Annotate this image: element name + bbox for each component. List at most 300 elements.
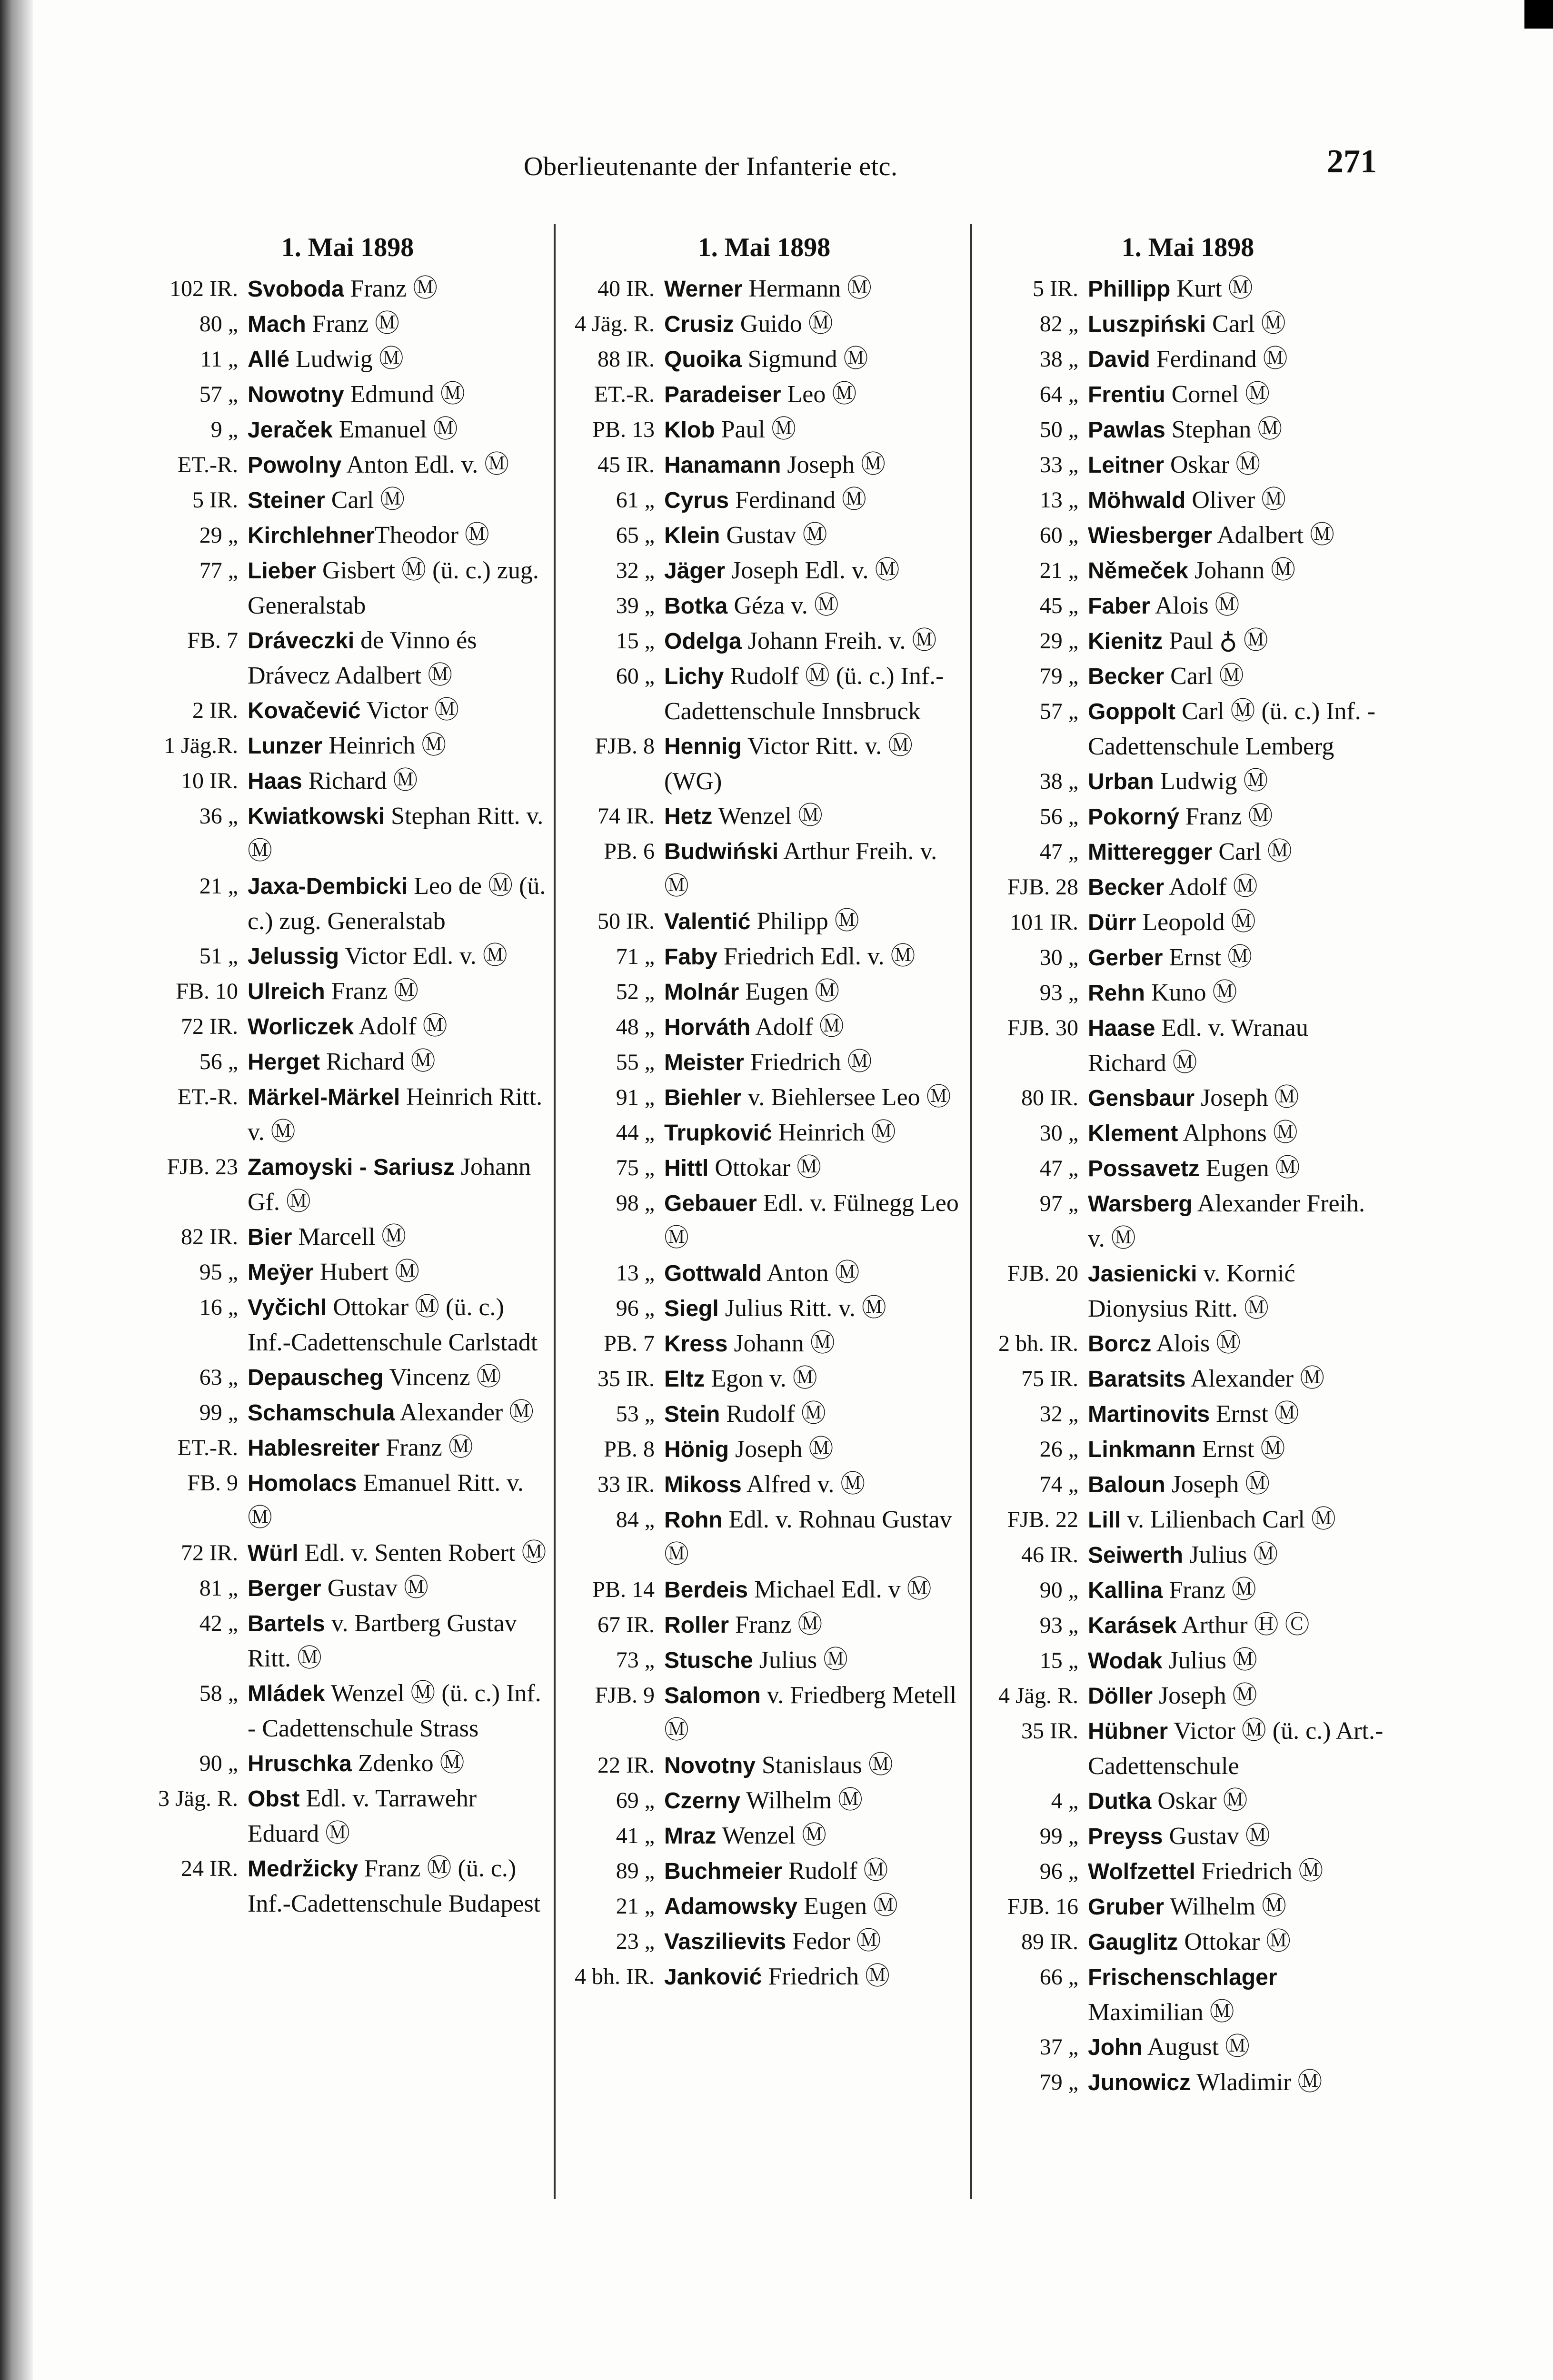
surname: Baratsits <box>1088 1367 1186 1392</box>
given-name-and-notes: Wladimir Ⓜ <box>1191 2069 1323 2096</box>
given-name-and-notes: Carl Ⓜ <box>325 486 405 514</box>
column-heading: 1. Mai 1898 <box>1121 233 1254 262</box>
roster-entry <box>988 377 1388 412</box>
regiment-ref: PB. 6 <box>604 839 655 864</box>
roster-entry <box>564 1502 964 1572</box>
roster-entry <box>988 1502 1388 1537</box>
given-name-and-notes: Franz Ⓜ <box>306 310 400 337</box>
given-name-and-notes: Maximilian Ⓜ <box>1088 1999 1234 2026</box>
roster-entry <box>564 1397 964 1432</box>
entry-text <box>248 1220 548 1255</box>
given-name-and-notes: Joseph Ⓜ <box>1195 1084 1299 1111</box>
surname: Zamoyski - Sariusz <box>248 1155 455 1180</box>
surname: Berdeis <box>664 1577 748 1603</box>
given-name-and-notes: Johann Freih. v. Ⓜ <box>741 627 937 654</box>
regiment-ref: 90 „ <box>1039 1577 1078 1603</box>
roster-entry <box>564 588 964 624</box>
roster-entry <box>564 342 964 377</box>
given-name-and-notes: Joseph Ⓜ <box>1165 1471 1270 1498</box>
surname: Döller <box>1088 1684 1153 1709</box>
roster-entry <box>564 904 964 939</box>
regiment-ref: 45 „ <box>1039 593 1078 618</box>
surname: Wodak <box>1088 1648 1163 1674</box>
surname: Hablesreiter <box>248 1436 380 1461</box>
given-name-and-notes: v. Friedberg Metell Ⓜ <box>664 1682 957 1744</box>
given-name-and-notes: Arthur Freih. v. Ⓜ <box>664 838 937 900</box>
entry-text <box>664 1361 964 1397</box>
scan-corner <box>1524 0 1553 29</box>
surname: Mitteregger <box>1088 840 1213 865</box>
roster-entry <box>988 905 1388 940</box>
entry-text <box>664 1186 964 1256</box>
roster-entry <box>564 1291 964 1326</box>
regiment-ref: PB. 14 <box>592 1577 655 1602</box>
regiment-ref: FJB. 28 <box>1007 874 1078 900</box>
entry-text <box>664 1643 964 1678</box>
entry-text <box>664 799 964 834</box>
surname: Jasienicki <box>1088 1261 1197 1287</box>
regiment-ref: 56 „ <box>1039 804 1078 829</box>
entry-text <box>248 1150 548 1220</box>
roster-entry <box>564 1643 964 1678</box>
surname: Seiwerth <box>1088 1543 1184 1568</box>
regiment-ref: 44 „ <box>616 1120 655 1145</box>
roster-entry <box>988 1116 1388 1151</box>
given-name-and-notes: Carl Ⓜ <box>1164 663 1244 690</box>
given-name-and-notes: Wilhelm Ⓜ <box>740 1787 863 1814</box>
regiment-ref: 77 „ <box>199 558 238 583</box>
roster-entry <box>148 447 548 483</box>
running-head: Oberlieutenante der Infanterie etc. <box>524 152 898 181</box>
roster-entry <box>564 447 964 483</box>
given-name-and-notes: Ernst Ⓜ <box>1195 1436 1285 1463</box>
regiment-ref: PB. 8 <box>604 1437 655 1462</box>
surname: Leitner <box>1088 453 1165 478</box>
regiment-ref: 50 „ <box>1039 417 1078 442</box>
given-name-and-notes: Wenzel Ⓜ <box>712 803 823 830</box>
roster-entry <box>564 834 964 904</box>
regiment-ref: 5 IR. <box>1033 276 1078 301</box>
given-name-and-notes: Friedrich Edl. v. Ⓜ <box>717 943 916 970</box>
given-name-and-notes: Cornel Ⓜ <box>1165 381 1270 408</box>
roster-entry <box>148 271 548 307</box>
entry-text <box>664 974 964 1010</box>
entry-text <box>664 1889 964 1924</box>
given-name-and-notes: Eugen Ⓜ <box>1199 1155 1300 1182</box>
surname: Goppolt <box>1088 699 1175 724</box>
roster-entry <box>988 412 1388 447</box>
entry-text <box>1088 1537 1388 1573</box>
page-number: 271 <box>1327 143 1377 180</box>
entry-text <box>248 377 548 412</box>
surname: Worliczek <box>248 1014 354 1040</box>
roster-entry <box>988 1854 1388 1889</box>
surname: Biehler <box>664 1085 742 1111</box>
entry-text <box>248 307 548 342</box>
entry-text <box>1088 1678 1388 1714</box>
regiment-ref: 33 IR. <box>597 1472 655 1497</box>
given-name-and-notes: Johann Ⓜ <box>1188 557 1296 584</box>
surname: Kirchlehner <box>248 523 375 548</box>
regiment-ref: 69 „ <box>616 1788 655 1813</box>
roster-entry <box>988 1819 1388 1854</box>
regiment-ref: 79 „ <box>1039 2070 1078 2095</box>
roster-entry <box>988 1714 1388 1784</box>
entry-text <box>248 1536 548 1571</box>
regiment-ref: 96 „ <box>1039 1859 1078 1884</box>
surname: Mraz <box>664 1824 717 1849</box>
entry-text <box>1088 1186 1388 1256</box>
regiment-ref: 4 Jäg. R. <box>998 1683 1078 1708</box>
given-name-and-notes: Gustav Ⓜ <box>720 522 827 549</box>
regiment-ref: 1 Jäg.R. <box>164 733 238 758</box>
roster-entry <box>148 1395 548 1430</box>
regiment-ref: 15 „ <box>616 628 655 654</box>
surname: Mach <box>248 312 306 337</box>
surname: Warsberg <box>1088 1191 1193 1217</box>
roster-entry <box>988 1256 1388 1326</box>
entry-text <box>664 412 964 447</box>
roster-entry <box>988 975 1388 1011</box>
given-name-and-notes: Franz Ⓜ <box>344 275 438 302</box>
surname: Faber <box>1088 594 1150 619</box>
entry-text <box>1088 518 1388 553</box>
column-heading: 1. Mai 1898 <box>281 233 414 262</box>
entry-text <box>664 307 964 342</box>
given-name-and-notes: Julius Ritt. v. Ⓜ <box>718 1295 886 1322</box>
regiment-ref: FJB. 9 <box>595 1683 655 1708</box>
regiment-ref: 21 „ <box>199 873 238 899</box>
given-name-and-notes: Alois Ⓜ <box>1151 1330 1241 1357</box>
regiment-ref: FJB. 20 <box>1007 1261 1078 1286</box>
entry-list <box>988 271 1388 2100</box>
surname: Quoika <box>664 347 742 372</box>
roster-entry <box>148 1536 548 1571</box>
roster-entry <box>988 553 1388 588</box>
entry-text <box>1088 1573 1388 1608</box>
surname: Jäger <box>664 558 726 584</box>
roster-entry <box>564 1010 964 1045</box>
roster-entry <box>148 1150 548 1220</box>
surname: Jelussig <box>248 944 339 969</box>
regiment-ref: 58 „ <box>199 1681 238 1706</box>
surname: Gruber <box>1088 1894 1165 1920</box>
surname: Becker <box>1088 664 1165 689</box>
surname: Jeraček <box>248 417 333 443</box>
column-1 <box>148 224 548 1921</box>
roster-entry <box>148 1220 548 1255</box>
regiment-ref: 82 IR. <box>181 1224 238 1250</box>
regiment-ref: FJB. 22 <box>1007 1507 1078 1532</box>
surname: Jaxa-Dembicki <box>248 874 408 899</box>
regiment-ref: 37 „ <box>1039 2034 1078 2060</box>
roster-entry <box>988 1678 1388 1714</box>
given-name-and-notes: Carl Ⓜ <box>1212 838 1292 865</box>
entry-text <box>1088 975 1388 1011</box>
surname: Möhwald <box>1088 488 1186 513</box>
regiment-ref: 22 IR. <box>597 1753 655 1778</box>
roster-entry <box>148 1009 548 1044</box>
roster-entry <box>564 1572 964 1607</box>
given-name-and-notes: Ottokar Ⓜ (ü. c.) Inf.-Cadettenschule Carlstadt <box>248 1294 538 1356</box>
entry-text <box>664 904 964 939</box>
regiment-ref: 38 „ <box>1039 769 1078 794</box>
given-name-and-notes: Ferdinand Ⓜ <box>729 486 866 514</box>
given-name-and-notes: Friedrich Ⓜ <box>1195 1858 1324 1885</box>
surname: Adamowsky <box>664 1894 798 1919</box>
roster-entry <box>148 693 548 728</box>
surname: Kallina <box>1088 1578 1163 1603</box>
entry-text <box>1088 1924 1388 1960</box>
column-heading: 1. Mai 1898 <box>697 233 831 262</box>
regiment-ref: 99 „ <box>1039 1824 1078 1849</box>
regiment-ref: 91 „ <box>616 1085 655 1110</box>
entry-text <box>1088 1256 1388 1326</box>
given-name-and-notes: Anton Ⓜ <box>762 1259 860 1287</box>
roster-entry <box>564 553 964 588</box>
roster-entry <box>148 1255 548 1290</box>
regiment-ref: 89 IR. <box>1021 1929 1078 1954</box>
entry-text <box>1088 1714 1388 1784</box>
surname: Rehn <box>1088 981 1145 1006</box>
given-name-and-notes: Oskar Ⓜ <box>1151 1787 1248 1815</box>
surname: Klein <box>664 523 720 548</box>
surname: Eltz <box>664 1367 705 1392</box>
given-name-and-notes: Ferdinand Ⓜ <box>1150 346 1288 373</box>
surname: Dutka <box>1088 1789 1152 1814</box>
given-name-and-notes: v. Kornić Dionysius Ritt. Ⓜ <box>1088 1260 1295 1322</box>
given-name-and-notes: v. Biehlersee Leo Ⓜ <box>741 1084 951 1111</box>
regiment-ref: 47 „ <box>1039 839 1078 864</box>
regiment-ref: 4 „ <box>1051 1788 1078 1814</box>
roster-entry <box>564 1361 964 1397</box>
entry-text <box>248 1466 548 1536</box>
roster-entry <box>988 483 1388 518</box>
regiment-ref: 84 „ <box>616 1507 655 1532</box>
regiment-ref: 13 „ <box>1039 487 1078 513</box>
given-name-and-notes: Friedrich Ⓜ <box>762 1963 890 1990</box>
given-name-and-notes: Paul ♁ Ⓜ <box>1163 627 1268 654</box>
regiment-ref: PB. 7 <box>604 1331 655 1356</box>
given-name-and-notes: Ernst Ⓜ <box>1210 1400 1299 1428</box>
given-name-and-notes: Edl. v. Wranau Richard Ⓜ <box>1088 1014 1308 1077</box>
entry-text <box>1088 1819 1388 1854</box>
surname: Bartels <box>248 1611 325 1636</box>
surname: Lunzer <box>248 734 323 759</box>
given-name-and-notes: Stephan Ⓜ <box>1165 416 1283 443</box>
regiment-ref: 36 „ <box>199 803 238 829</box>
roster-entry <box>148 1676 548 1746</box>
regiment-ref: 21 „ <box>1039 558 1078 583</box>
roster-entry <box>148 1290 548 1360</box>
given-name-and-notes: Rudolf Ⓜ <box>720 1400 826 1428</box>
regiment-ref: 40 IR. <box>597 276 655 301</box>
regiment-ref: 65 „ <box>616 523 655 548</box>
roster-entry <box>564 1326 964 1361</box>
entry-text <box>664 1432 964 1467</box>
given-name-and-notes: Alexander Freih. v. Ⓜ <box>1088 1190 1365 1252</box>
given-name-and-notes: Alphons Ⓜ <box>1178 1120 1298 1147</box>
regiment-ref: 4 Jäg. R. <box>575 311 655 337</box>
surname: Frischenschlager <box>1088 1965 1277 1990</box>
surname: Klement <box>1088 1121 1178 1146</box>
given-name-and-notes: Philipp Ⓜ <box>750 908 859 935</box>
roster-entry <box>564 1783 964 1818</box>
surname: Haas <box>248 769 302 794</box>
entry-text <box>1088 1361 1388 1397</box>
surname: Pawlas <box>1088 417 1165 443</box>
roster-entry <box>988 1784 1388 1819</box>
entry-text <box>248 728 548 764</box>
roster-entry <box>988 2065 1388 2100</box>
entry-text <box>664 588 964 624</box>
entry-text <box>664 1748 964 1783</box>
roster-entry <box>988 307 1388 342</box>
surname: Stein <box>664 1402 720 1427</box>
given-name-and-notes: Alexander Ⓜ <box>395 1399 534 1426</box>
roster-entry <box>988 659 1388 694</box>
given-name-and-notes: Johann Gf. Ⓜ <box>248 1153 531 1216</box>
surname: Janković <box>664 1964 762 1990</box>
roster-entry <box>988 1432 1388 1467</box>
entry-text <box>1088 307 1388 342</box>
given-name-and-notes: Carl Ⓜ (ü. c.) Inf. - Cadettenschule Lemberg <box>1088 698 1376 760</box>
regiment-ref: 2 IR. <box>192 698 238 723</box>
roster-entry <box>988 1960 1388 2030</box>
roster-entry <box>988 624 1388 659</box>
surname: Würl <box>248 1541 299 1566</box>
roster-entry <box>988 447 1388 483</box>
regiment-ref: 55 „ <box>616 1050 655 1075</box>
entry-text <box>664 1291 964 1326</box>
entry-text <box>248 412 548 447</box>
entry-text <box>1088 1608 1388 1643</box>
given-name-and-notes: Adolf Ⓜ <box>354 1013 448 1040</box>
regiment-ref: 57 „ <box>199 382 238 407</box>
entry-text <box>1088 342 1388 377</box>
entry-text <box>248 1430 548 1466</box>
roster-entry <box>988 1151 1388 1186</box>
regiment-ref: 11 „ <box>200 347 238 372</box>
regiment-ref: 93 „ <box>1039 980 1078 1005</box>
roster-entry <box>988 342 1388 377</box>
entry-text <box>248 1851 548 1921</box>
entry-text <box>248 1080 548 1150</box>
surname: Trupković <box>664 1121 772 1146</box>
roster-entry <box>148 1851 548 1921</box>
surname: Werner <box>664 277 743 302</box>
surname: Frentiu <box>1088 382 1165 407</box>
regiment-ref: 48 „ <box>616 1014 655 1040</box>
given-name-and-notes: Kuno Ⓜ <box>1145 979 1237 1006</box>
regiment-ref: 41 „ <box>616 1823 655 1848</box>
regiment-ref: 30 „ <box>1039 945 1078 970</box>
column-rule <box>554 224 556 2199</box>
surname: Hanamann <box>664 453 781 478</box>
roster-entry <box>148 412 548 447</box>
surname: Mikoss <box>664 1472 742 1497</box>
regiment-ref: 9 „ <box>210 417 238 442</box>
surname: Depauscheg <box>248 1365 384 1390</box>
surname: Baloun <box>1088 1472 1165 1497</box>
surname: Lieber <box>248 558 317 584</box>
surname: Siegl <box>664 1296 719 1321</box>
given-name-and-notes: Vincenz Ⓜ <box>383 1364 501 1391</box>
given-name-and-notes: Ludwig Ⓜ <box>289 346 404 373</box>
roster-entry <box>148 1080 548 1150</box>
entry-text <box>1088 1889 1388 1924</box>
entry-text <box>664 1678 964 1748</box>
roster-entry <box>564 518 964 553</box>
entry-text <box>1088 1502 1388 1537</box>
surname: Gerber <box>1088 945 1163 971</box>
regiment-ref: 24 IR. <box>181 1856 238 1881</box>
surname: Haase <box>1088 1016 1155 1041</box>
regiment-ref: 46 IR. <box>1021 1542 1078 1567</box>
roster-entry <box>564 1924 964 1959</box>
regiment-ref: 51 „ <box>199 943 238 969</box>
regiment-ref: 73 „ <box>616 1647 655 1673</box>
regiment-ref: 38 „ <box>1039 347 1078 372</box>
roster-entry <box>564 1256 964 1291</box>
regiment-ref: 29 „ <box>1039 628 1078 654</box>
entry-text <box>1088 271 1388 307</box>
regiment-ref: 32 „ <box>1039 1401 1078 1427</box>
surname: Cyrus <box>664 488 729 513</box>
surname: Possavetz <box>1088 1156 1200 1181</box>
entry-text <box>664 518 964 553</box>
surname: Junowicz <box>1088 2070 1191 2095</box>
surname: Hruschka <box>248 1751 352 1776</box>
roster-entry <box>988 1011 1388 1081</box>
regiment-ref: 74 „ <box>1039 1472 1078 1497</box>
surname: Salomon <box>664 1683 761 1708</box>
surname: Nowotny <box>248 382 344 407</box>
entry-text <box>248 1255 548 1290</box>
entry-text <box>248 623 548 693</box>
roster-entry <box>988 694 1388 764</box>
surname: John <box>1088 2035 1143 2060</box>
given-name-and-notes: Julius Ⓜ <box>1162 1647 1257 1674</box>
roster-entry <box>988 940 1388 975</box>
entry-text <box>248 1571 548 1606</box>
entry-text <box>248 1606 548 1676</box>
entry-text <box>248 447 548 483</box>
roster-entry <box>148 1781 548 1851</box>
entry-text <box>664 1818 964 1854</box>
surname: Preyss <box>1088 1824 1163 1849</box>
entry-text <box>664 1959 964 1994</box>
given-name-and-notes: Edmund Ⓜ <box>344 381 465 408</box>
roster-entry <box>148 1430 548 1466</box>
given-name-and-notes: Emanuel Ritt. v. Ⓜ <box>248 1469 524 1532</box>
given-name-and-notes: Michael Edl. v Ⓜ <box>748 1576 932 1603</box>
roster-entry <box>988 1186 1388 1256</box>
surname: Novotny <box>664 1753 756 1778</box>
entry-text <box>1088 412 1388 447</box>
surname: David <box>1088 347 1150 372</box>
regiment-ref: 88 IR. <box>597 347 655 372</box>
column-2 <box>564 224 964 1994</box>
roster-entry <box>564 729 964 799</box>
entry-text <box>1088 1397 1388 1432</box>
roster-entry <box>564 1186 964 1256</box>
roster-entry <box>564 1607 964 1643</box>
given-name-and-notes: Arthur Ⓗ Ⓒ <box>1176 1612 1310 1639</box>
regiment-ref: 30 „ <box>1039 1121 1078 1146</box>
given-name-and-notes: Franz Ⓜ <box>729 1611 823 1638</box>
surname: Gauglitz <box>1088 1930 1178 1955</box>
